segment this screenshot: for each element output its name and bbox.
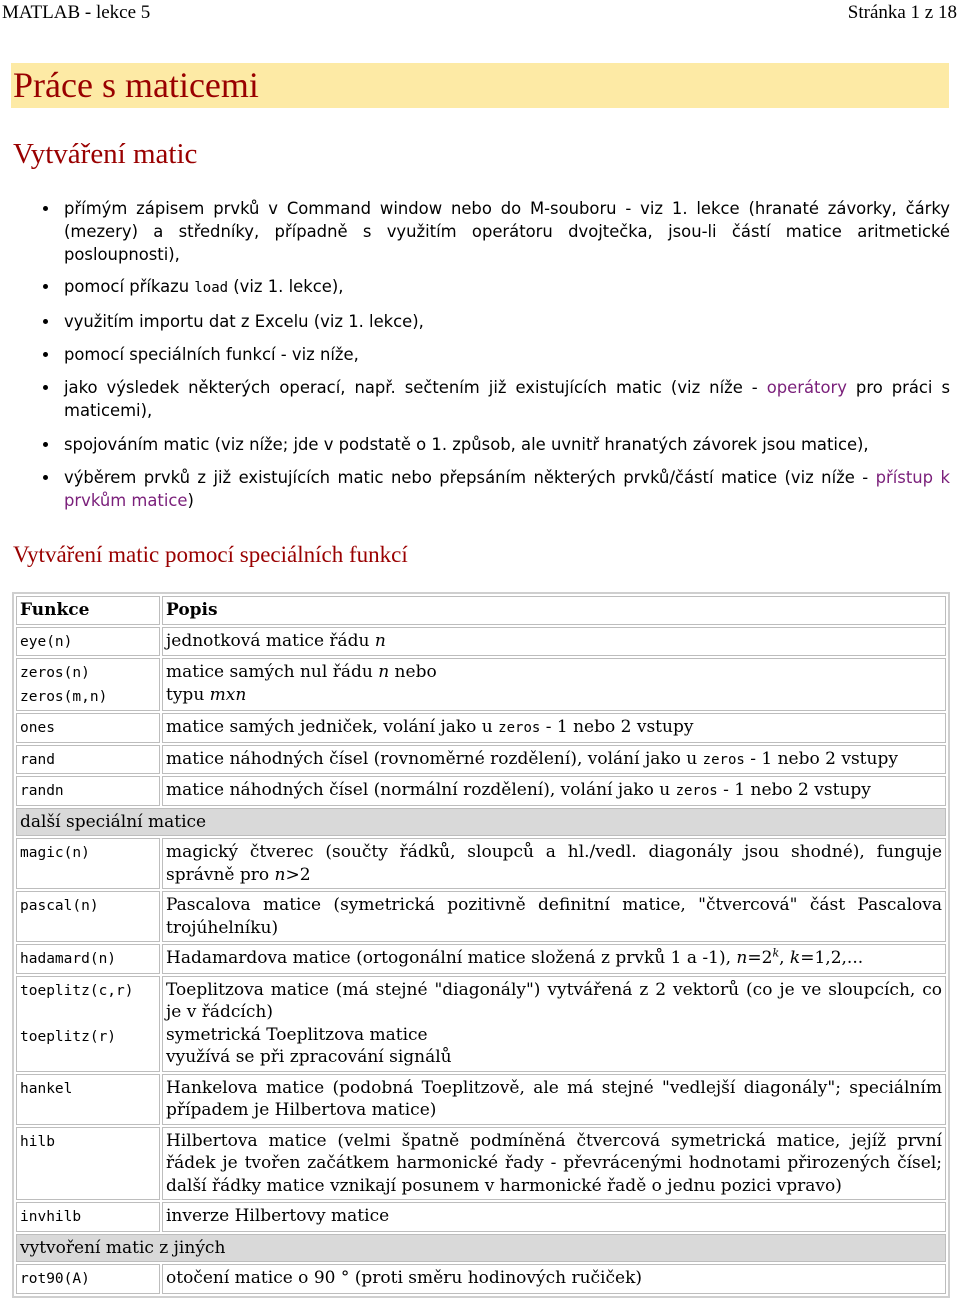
column-header-popis: Popis — [162, 596, 946, 625]
table-row: ones matice samých jedniček, volání jako u zeros - 1 nebo 2 vstupy — [16, 713, 946, 743]
table-section-row — [16, 1234, 946, 1263]
bullet-icon — [43, 352, 48, 357]
function-name: zeros(n) — [20, 665, 90, 681]
function-name: hadamard(n) — [20, 951, 117, 967]
list-item: jako výsledek některých operací, např. sečtením již existujících matic (viz níže - operátory pro práci s maticemi), — [0, 376, 950, 422]
table-row: hadamard(n) Hadamardova matice (ortogonální matice složená z prvků 1 a -1), $n=2^k$, k=1,2,... — [16, 944, 946, 974]
bullet-icon — [43, 475, 48, 480]
table-row: pascal(n) Pascalova matice (symetrická pozitivně definitní matice, "čtvercová" část Pascalova trojúhelníku) — [16, 891, 946, 942]
list-item: využitím importu dat z Excelu (viz 1. lekce), — [0, 310, 950, 333]
function-name: hankel — [20, 1080, 73, 1097]
section-heading-special-functions: Vytváření matic pomocí speciálních funkcí — [13, 542, 408, 567]
function-name: toeplitz(r) — [20, 1028, 117, 1045]
creation-methods-list — [0, 197, 950, 512]
bullet-icon — [43, 442, 48, 447]
print-header — [0, 0, 960, 26]
link-pristup[interactable]: přístup k prvkům matice — [64, 468, 950, 510]
bullet-icon — [43, 319, 48, 324]
table-section-row — [16, 808, 946, 837]
function-name: randn — [20, 783, 64, 799]
bullet-icon — [43, 284, 48, 289]
code-load: load — [194, 280, 229, 296]
table-row: hilb Hilbertova matice (velmi špatně podmíněná čtvercová symetrická matice, jejíž první řádek je tvořen začátkem harmonické řady - převrácenými hodnotami přirozených čísel; další řádky matice vznikají posunem v harmonické řadě o jednu pozici vpravo) — [16, 1127, 946, 1201]
function-name: invhilb — [20, 1209, 82, 1225]
table-row: randn matice náhodných čísel (normální rozdělení), volání jako u zeros - 1 nebo 2 vstupy — [16, 776, 946, 806]
table-header-row — [16, 596, 946, 625]
table-row: rand matice náhodných čísel (rovnoměrné rozdělení), volání jako u zeros - 1 nebo 2 vstupy — [16, 745, 946, 775]
function-name: eye(n) — [20, 633, 73, 650]
list-item: výběrem prvků z již existujících matic nebo přepsáním některých prvků/částí matice (viz níže - přístup k prvkům matice) — [0, 466, 950, 512]
bullet-icon — [43, 385, 48, 390]
table-row: toeplitz(c,r) toeplitz(r) Toeplitzova matice (má stejné "diagonály") vytvářená z 2 vektorů (co je ve sloupcích, co je v řádcích) symetrická Toeplitzova matice využívá se při zpracování signálů — [16, 976, 946, 1072]
table-row: magic(n) magický čtverec (součty řádků, sloupců a hl./vedl. diagonály jsou shodné), funguje správně pro n>2 — [16, 838, 946, 889]
function-name: rot90(A) — [20, 1271, 90, 1287]
function-name: rand — [20, 751, 55, 768]
table-row: zeros(n) zeros(m,n) matice samých nul řádu n nebo typu mxn — [16, 658, 946, 711]
table-row: eye(n) jednotková matice řádu n — [16, 627, 946, 657]
list-item: pomocí speciálních funkcí - viz níže, — [0, 343, 950, 366]
bullet-icon — [43, 206, 48, 211]
section-heading-vytvareni: Vytváření matic — [13, 138, 198, 170]
function-name: zeros(m,n) — [20, 688, 108, 705]
page-title: Práce s maticemi — [13, 65, 259, 105]
table-row: hankel Hankelova matice (podobná Toeplitzově, ale má stejné "vedlejší diagonály"; speciálním případem je Hilbertova matice) — [16, 1074, 946, 1125]
table-row: invhilb inverze Hilbertovy matice — [16, 1202, 946, 1232]
column-header-funkce: Funkce — [16, 596, 160, 625]
function-name: pascal(n) — [20, 898, 99, 914]
page-number: Stránka 1 z 18 — [847, 2, 957, 23]
function-name: hilb — [20, 1133, 55, 1150]
function-name: magic(n) — [20, 845, 90, 861]
function-name: toeplitz(c,r) — [20, 982, 134, 999]
list-item: přímým zápisem prvků v Command window nebo do M-souboru - viz 1. lekce (hranaté závorky, čárky (mezery) a středníky, případně s využitím operátoru dvojtečka, jsou-li částí matice aritmetické posloupnosti), — [0, 197, 950, 266]
special-functions-table — [12, 592, 950, 1298]
list-item: pomocí příkazu load (viz 1. lekce), — [0, 275, 950, 300]
table-row: rot90(A) otočení matice o 90 ° (proti směru hodinových ručiček) — [16, 1264, 946, 1294]
document-title: MATLAB - lekce 5 — [2, 2, 151, 23]
list-item: spojováním matic (viz níže; jde v podstatě o 1. způsob, ale uvnitř hranatých závorek jsou matice), — [0, 433, 950, 456]
link-operatory[interactable]: operátory — [766, 378, 847, 397]
section-label-other: vytvoření matic z jiných — [16, 1234, 946, 1263]
section-label-special: další speciální matice — [16, 808, 946, 837]
function-name: ones — [20, 720, 55, 736]
